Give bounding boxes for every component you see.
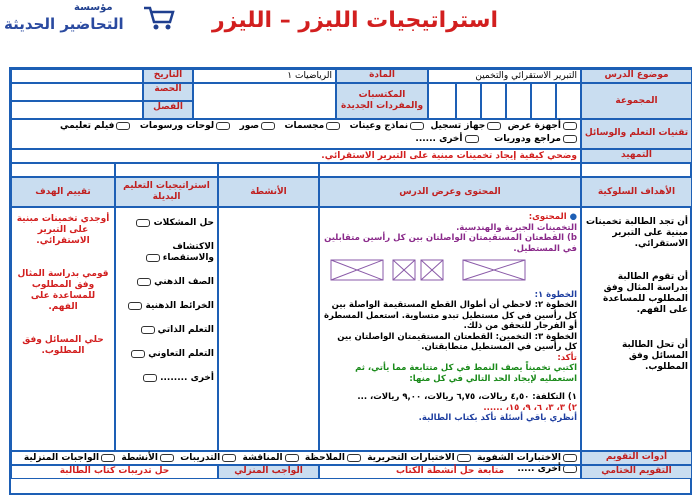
group-box <box>531 83 556 119</box>
content-check-title: تأكد: <box>557 352 577 363</box>
strategy-item[interactable]: أخرى ........ <box>119 373 214 384</box>
eval-item: قومي بدراسة المثال وفق المطلوب للمساعدة على الفهم. <box>17 269 109 312</box>
radio-icon <box>465 135 479 143</box>
assess-option[interactable]: المناقشة <box>243 453 299 463</box>
subject-value: الرياضيات ١ <box>193 69 336 83</box>
period-label: الحصة <box>143 83 193 101</box>
tech-option[interactable]: أجهزة عرض <box>508 121 577 131</box>
eval-item: حلي المسائل وفق المطلوب. <box>22 335 104 356</box>
hw-value: حل تدريبات كتاب الطالبة <box>11 465 218 479</box>
assess-option[interactable]: التدريبات <box>180 453 236 463</box>
lesson-plan-sheet <box>9 67 692 495</box>
eval-column <box>11 207 115 451</box>
spacer <box>218 163 319 177</box>
date-label: التاريخ <box>143 69 193 83</box>
tech-option[interactable]: جهاز تسجيل <box>430 121 501 131</box>
radio-icon <box>563 122 577 130</box>
radio-icon <box>326 122 340 130</box>
eval-item: أوجدي تخمينات مبنية على التبرير الاستقرائي. <box>16 214 110 246</box>
content-step3: الخطوة ٣: التخمين: القطعتان المستقيمتان الواصلتان بين كل رأسين في المستطيل متطابقتان. <box>337 331 577 352</box>
radio-icon <box>146 254 160 262</box>
radio-icon <box>141 326 155 334</box>
assess-option[interactable]: الاختبارات الشفوية <box>477 453 577 463</box>
date-field <box>11 69 143 83</box>
spacer <box>581 163 692 177</box>
tech-option[interactable]: لوحات ورسومات <box>140 121 230 131</box>
strategy-item[interactable]: التعلم التعاوني <box>119 349 214 360</box>
radio-icon <box>116 122 130 130</box>
assess-label: أدوات التقويم <box>581 451 692 465</box>
class-field <box>11 101 143 119</box>
hw-label: الواجب المنزلي <box>218 465 319 479</box>
radio-icon <box>216 122 230 130</box>
cart-icon <box>142 4 176 32</box>
assess-option[interactable]: أخرى ..... <box>517 464 577 474</box>
group-box <box>556 83 581 119</box>
content-footer: أنظري باقي أسئلة تأكد بكتاب الطالبة. <box>418 413 577 423</box>
strategy-item[interactable]: التعلم الذاتي <box>119 325 214 336</box>
spacer <box>11 163 115 177</box>
group-box <box>481 83 506 119</box>
tech-row-2 <box>15 134 577 145</box>
logo-title: التحاضير الحديثة <box>4 15 124 33</box>
topic-label: موضوع الدرس <box>581 69 692 83</box>
radio-icon <box>457 454 471 462</box>
radio-icon <box>137 278 151 286</box>
strategy-item[interactable]: الخرائط الذهنية <box>119 301 214 312</box>
tech-label: تقنيات التعلم والوسائل <box>581 119 692 149</box>
radio-icon <box>160 454 174 462</box>
group-label: المجموعة <box>581 83 692 119</box>
col-strategies: استراتيجيات التعليم البديلة <box>115 177 218 207</box>
logo-subtitle: مؤسسة <box>74 2 113 13</box>
assess-option[interactable]: الأنشطة <box>121 453 174 463</box>
content-sub: التخمينات الجبرية والهندسية. <box>456 222 577 233</box>
group-box <box>428 83 456 119</box>
tech-option[interactable]: نماذج وعينات <box>350 121 425 131</box>
final-book: متابعة حل أنشطة الكتاب <box>319 465 581 479</box>
col-activities: الأنشطة <box>218 177 319 207</box>
radio-icon <box>347 454 361 462</box>
radio-icon <box>131 350 145 358</box>
intro-label: التمهيد <box>581 149 692 163</box>
rectangles-figure <box>325 256 577 286</box>
radio-icon <box>410 122 424 130</box>
spacer <box>115 163 218 177</box>
objective-item: أن تقوم الطالبة بدراسة المثال وفق المطلوب للمساعدة على الفهم. <box>602 272 688 315</box>
radio-icon <box>143 374 157 382</box>
tech-option[interactable]: مجسمات <box>285 121 341 131</box>
radio-icon <box>285 454 299 462</box>
content-check-text: اكتبي تخميناً يصف النمط في كل متتابعة مما يأتي، ثم استعمليه لإيجاد الحد التالي في كل منها: <box>355 363 577 384</box>
final-label: التقويم الختامي <box>581 465 692 479</box>
tech-option[interactable]: صور <box>240 121 276 131</box>
radio-icon <box>222 454 236 462</box>
period-field <box>11 83 143 101</box>
intro-text: وضحي كيفية إيجاد تخمينات مبنية على التبرير الاستقرائي. <box>11 149 581 163</box>
topic-value: التبرير الاستقرائي والتخمين <box>428 69 581 83</box>
strategy-item[interactable]: الصف الذهني <box>119 277 214 288</box>
tech-option[interactable]: أخرى ...... <box>415 134 478 144</box>
strategy-item[interactable]: الاكتشاف والاستقصاء <box>119 242 214 264</box>
content-step2: الخطوة ٢: لاحظي أن أطوال القطع المستقيمة الواصلة بين كل رأسين في كل مستطيل تبدو متساوية. استعمل المسطرة أو الفرجار للتحقق من ذلك. <box>323 300 577 331</box>
radio-icon <box>563 135 577 143</box>
objective-item: أن تجد الطالبة تخمينات مبنية على التبرير الاستقرائي. <box>585 217 688 249</box>
strategy-item[interactable]: حل المشكلات <box>119 218 214 229</box>
strategies-column <box>115 207 218 451</box>
radio-icon <box>563 454 577 462</box>
group-box <box>456 83 481 119</box>
subject-label: المادة <box>336 69 428 83</box>
activities-column <box>218 207 319 451</box>
content-column <box>319 207 581 451</box>
tech-option[interactable]: مراجع ودوريات <box>494 134 577 144</box>
radio-icon <box>101 454 115 462</box>
tech-option[interactable]: فيلم تعليمي <box>60 121 130 131</box>
radio-icon <box>128 302 142 310</box>
site-logo <box>4 2 176 42</box>
radio-icon <box>261 122 275 130</box>
spacer <box>319 163 581 177</box>
tech-row-1 <box>15 121 577 132</box>
assess-option[interactable]: الملاحظة <box>305 453 361 463</box>
objective-item: أن تحل الطالبة المسائل وفق المطلوب. <box>621 340 688 372</box>
radio-icon <box>487 122 501 130</box>
col-content: المحتوى وعرض الدرس <box>319 177 581 207</box>
content-q2: ٢) ٣، ٣، ٦، ٩، ١٥، ...... <box>483 402 577 413</box>
assess-option[interactable]: الاختبارات التحريرية <box>367 453 470 463</box>
objectives-column <box>581 207 692 451</box>
vocab-label: المكتسبات والمفردات الجديدة <box>336 83 428 119</box>
page-title: استراتيجيات الليزر – الليزر <box>211 8 499 33</box>
col-objectives: الأهداف السلوكية <box>581 177 692 207</box>
content-q1: ١) التكلفة: ٤,٥٠ ريالات، ٦,٧٥ ريالات، ٩,٠٠ ريالات، ... <box>357 392 577 402</box>
bullet-icon: ● <box>569 212 577 222</box>
content-b: b) القطعتان المستقيمتان الواصلتان بين كل رأسين متقابلين في المستطيل. <box>324 233 577 254</box>
content-step1: الخطوة ١: <box>534 289 577 300</box>
class-label: الفصل <box>143 101 193 119</box>
group-box <box>506 83 531 119</box>
tech-options <box>11 119 581 149</box>
vocab-field <box>193 83 336 119</box>
col-eval: تقييم الهدف <box>11 177 115 207</box>
assess-option[interactable]: الواجبات المنزلية <box>24 453 115 463</box>
content-heading: المحتوى: <box>528 212 567 222</box>
radio-icon <box>136 219 150 227</box>
